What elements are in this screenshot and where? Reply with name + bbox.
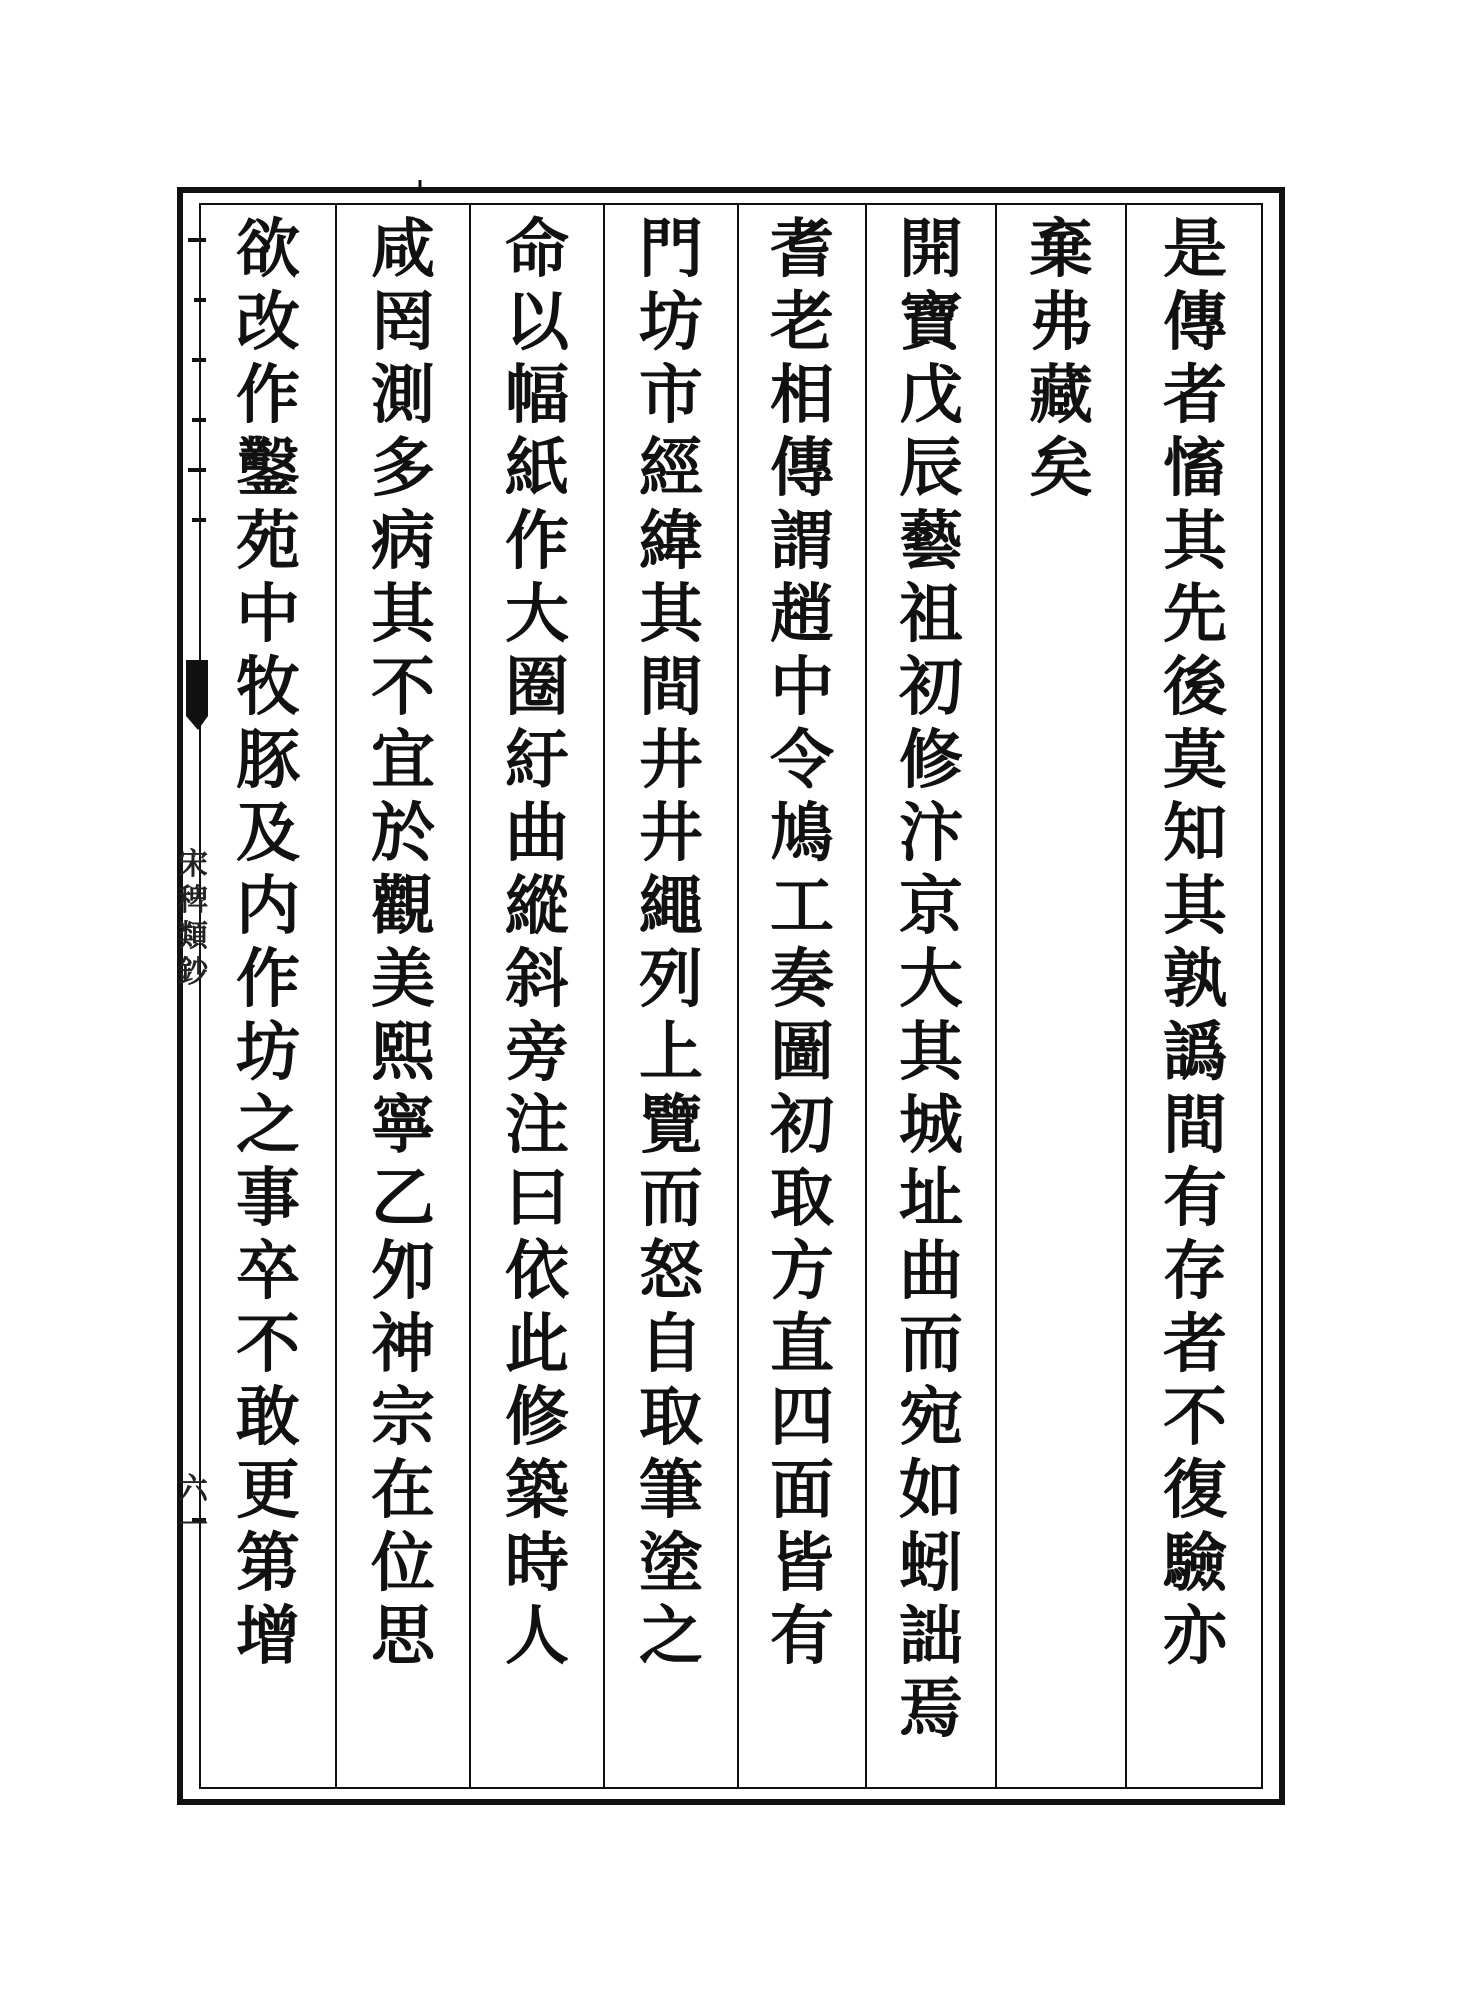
text-column-1 [1145, 212, 1245, 1778]
character: 事 [236, 1161, 300, 1236]
character: 筆 [639, 1453, 703, 1528]
character: 於 [371, 796, 435, 871]
text-column-6 [487, 212, 587, 1778]
character: 相 [770, 358, 834, 433]
character: 築 [505, 1453, 569, 1528]
character: 罔 [371, 285, 435, 360]
character: 復 [1163, 1453, 1227, 1528]
book-title-margin [173, 847, 213, 994]
character: 初 [899, 650, 963, 725]
character: 其 [899, 1015, 963, 1090]
character: 熙 [371, 1015, 435, 1090]
character: 取 [770, 1161, 834, 1236]
character: 汴 [899, 796, 963, 871]
character: 及 [236, 796, 300, 871]
character: 而 [639, 1161, 703, 1236]
character: 測 [371, 358, 435, 433]
character: 人 [505, 1599, 569, 1674]
character: 作 [236, 358, 300, 433]
character: 孰 [1163, 942, 1227, 1017]
character: 棄 [1029, 212, 1093, 287]
character: 城 [899, 1088, 963, 1163]
page-number-margin [173, 1472, 213, 1547]
character: 乙 [371, 1161, 435, 1236]
character: 其 [1163, 869, 1227, 944]
character: 覽 [639, 1088, 703, 1163]
character: 辰 [899, 431, 963, 506]
character: 京 [899, 869, 963, 944]
character: 卒 [236, 1234, 300, 1309]
character: 紙 [505, 431, 569, 506]
character: 後 [1163, 650, 1227, 725]
character: 命 [505, 212, 569, 287]
character: 蚓 [899, 1526, 963, 1601]
character: 第 [236, 1526, 300, 1601]
character: 苑 [236, 504, 300, 579]
character: 思 [371, 1599, 435, 1674]
character: 欲 [236, 212, 300, 287]
character: 旁 [505, 1015, 569, 1090]
character: 祖 [899, 577, 963, 652]
character: 不 [236, 1307, 300, 1382]
character: 修 [899, 723, 963, 798]
character: 依 [505, 1234, 569, 1309]
character: 矣 [1029, 431, 1093, 506]
character: 譌 [1163, 1015, 1227, 1090]
character: 如 [899, 1453, 963, 1528]
character: 上 [639, 1015, 703, 1090]
character: 改 [236, 285, 300, 360]
character: 坊 [639, 285, 703, 360]
character: 注 [505, 1088, 569, 1163]
character: 面 [770, 1453, 834, 1528]
character: 井 [639, 796, 703, 871]
character: 紆 [505, 723, 569, 798]
character: 宗 [371, 1380, 435, 1455]
character: 不 [1163, 1380, 1227, 1455]
character: 弗 [1029, 285, 1093, 360]
character: 夘 [371, 1234, 435, 1309]
character: 市 [639, 358, 703, 433]
margin-character: 宋 [178, 847, 208, 882]
character: 美 [371, 942, 435, 1017]
character: 病 [371, 504, 435, 579]
character: 四 [770, 1380, 834, 1455]
column-dividers [336, 204, 1126, 1788]
character: 以 [505, 285, 569, 360]
character: 先 [1163, 577, 1227, 652]
character: 牧 [236, 650, 300, 725]
character: 老 [770, 285, 834, 360]
character: 開 [899, 212, 963, 287]
character: 經 [639, 431, 703, 506]
character: 内 [236, 869, 300, 944]
margin-character: 鈔 [178, 955, 208, 990]
margin-character: 一 [178, 1508, 208, 1543]
character: 初 [770, 1088, 834, 1163]
text-column-4 [752, 212, 852, 1778]
character: 怒 [639, 1234, 703, 1309]
character: 有 [1163, 1161, 1227, 1236]
character: 此 [505, 1307, 569, 1382]
character: 不 [371, 650, 435, 725]
character: 是 [1163, 212, 1227, 287]
character: 中 [770, 650, 834, 725]
character: 鑿 [236, 431, 300, 506]
text-column-3 [881, 212, 981, 1778]
character: 觀 [371, 869, 435, 944]
character: 坊 [236, 1015, 300, 1090]
margin-character: 六 [178, 1472, 208, 1507]
text-column-5 [621, 212, 721, 1778]
character: 修 [505, 1380, 569, 1455]
character: 增 [236, 1599, 300, 1674]
character: 其 [639, 577, 703, 652]
character: 其 [371, 577, 435, 652]
character: 作 [236, 942, 300, 1017]
text-column-7 [353, 212, 453, 1778]
character: 曰 [505, 1161, 569, 1236]
character: 耆 [770, 212, 834, 287]
character: 而 [899, 1307, 963, 1382]
character: 宜 [371, 723, 435, 798]
character: 工 [770, 869, 834, 944]
character: 神 [371, 1307, 435, 1382]
character: 者 [1163, 358, 1227, 433]
character: 位 [371, 1526, 435, 1601]
margin-character: 類 [178, 919, 208, 954]
character: 直 [770, 1307, 834, 1382]
character: 藏 [1029, 358, 1093, 433]
character: 鳩 [770, 796, 834, 871]
character: 址 [899, 1161, 963, 1236]
character: 令 [770, 723, 834, 798]
character: 作 [505, 504, 569, 579]
character: 斜 [505, 942, 569, 1017]
character: 寧 [371, 1088, 435, 1163]
character: 更 [236, 1453, 300, 1528]
character: 焉 [899, 1672, 963, 1747]
character: 緯 [639, 504, 703, 579]
character: 繩 [639, 869, 703, 944]
character: 豚 [236, 723, 300, 798]
character: 在 [371, 1453, 435, 1528]
character: 莫 [1163, 723, 1227, 798]
text-column-2 [1011, 212, 1111, 1778]
character: 大 [505, 577, 569, 652]
character: 知 [1163, 796, 1227, 871]
character: 奏 [770, 942, 834, 1017]
character: 存 [1163, 1234, 1227, 1309]
character: 驗 [1163, 1526, 1227, 1601]
character: 曲 [899, 1234, 963, 1309]
character: 多 [371, 431, 435, 506]
character: 藝 [899, 504, 963, 579]
character: 縱 [505, 869, 569, 944]
character: 塗 [639, 1526, 703, 1601]
character: 者 [1163, 1307, 1227, 1382]
character: 門 [639, 212, 703, 287]
character: 中 [236, 577, 300, 652]
character: 咸 [371, 212, 435, 287]
character: 戊 [899, 358, 963, 433]
text-column-8 [218, 212, 318, 1778]
character: 曲 [505, 796, 569, 871]
margin-character: 稗 [178, 883, 208, 918]
character: 慉 [1163, 431, 1227, 506]
character: 之 [639, 1599, 703, 1674]
character: 時 [505, 1526, 569, 1601]
character: 亦 [1163, 1599, 1227, 1674]
character: 圖 [770, 1015, 834, 1090]
character: 其 [1163, 504, 1227, 579]
character: 宛 [899, 1380, 963, 1455]
character: 皆 [770, 1526, 834, 1601]
character: 列 [639, 942, 703, 1017]
character: 取 [639, 1380, 703, 1455]
character: 傳 [1163, 285, 1227, 360]
character: 幅 [505, 358, 569, 433]
character: 有 [770, 1599, 834, 1674]
character: 井 [639, 723, 703, 798]
fish-tail-mark [186, 660, 208, 730]
character: 方 [770, 1234, 834, 1309]
character: 間 [639, 650, 703, 725]
character: 寶 [899, 285, 963, 360]
character: 詘 [899, 1599, 963, 1674]
character: 敢 [236, 1380, 300, 1455]
character: 傳 [770, 431, 834, 506]
character: 趙 [770, 577, 834, 652]
character: 間 [1163, 1088, 1227, 1163]
character: 圈 [505, 650, 569, 725]
character: 自 [639, 1307, 703, 1382]
character: 大 [899, 942, 963, 1017]
character: 謂 [770, 504, 834, 579]
character: 之 [236, 1088, 300, 1163]
outer-border [180, 190, 1282, 1802]
